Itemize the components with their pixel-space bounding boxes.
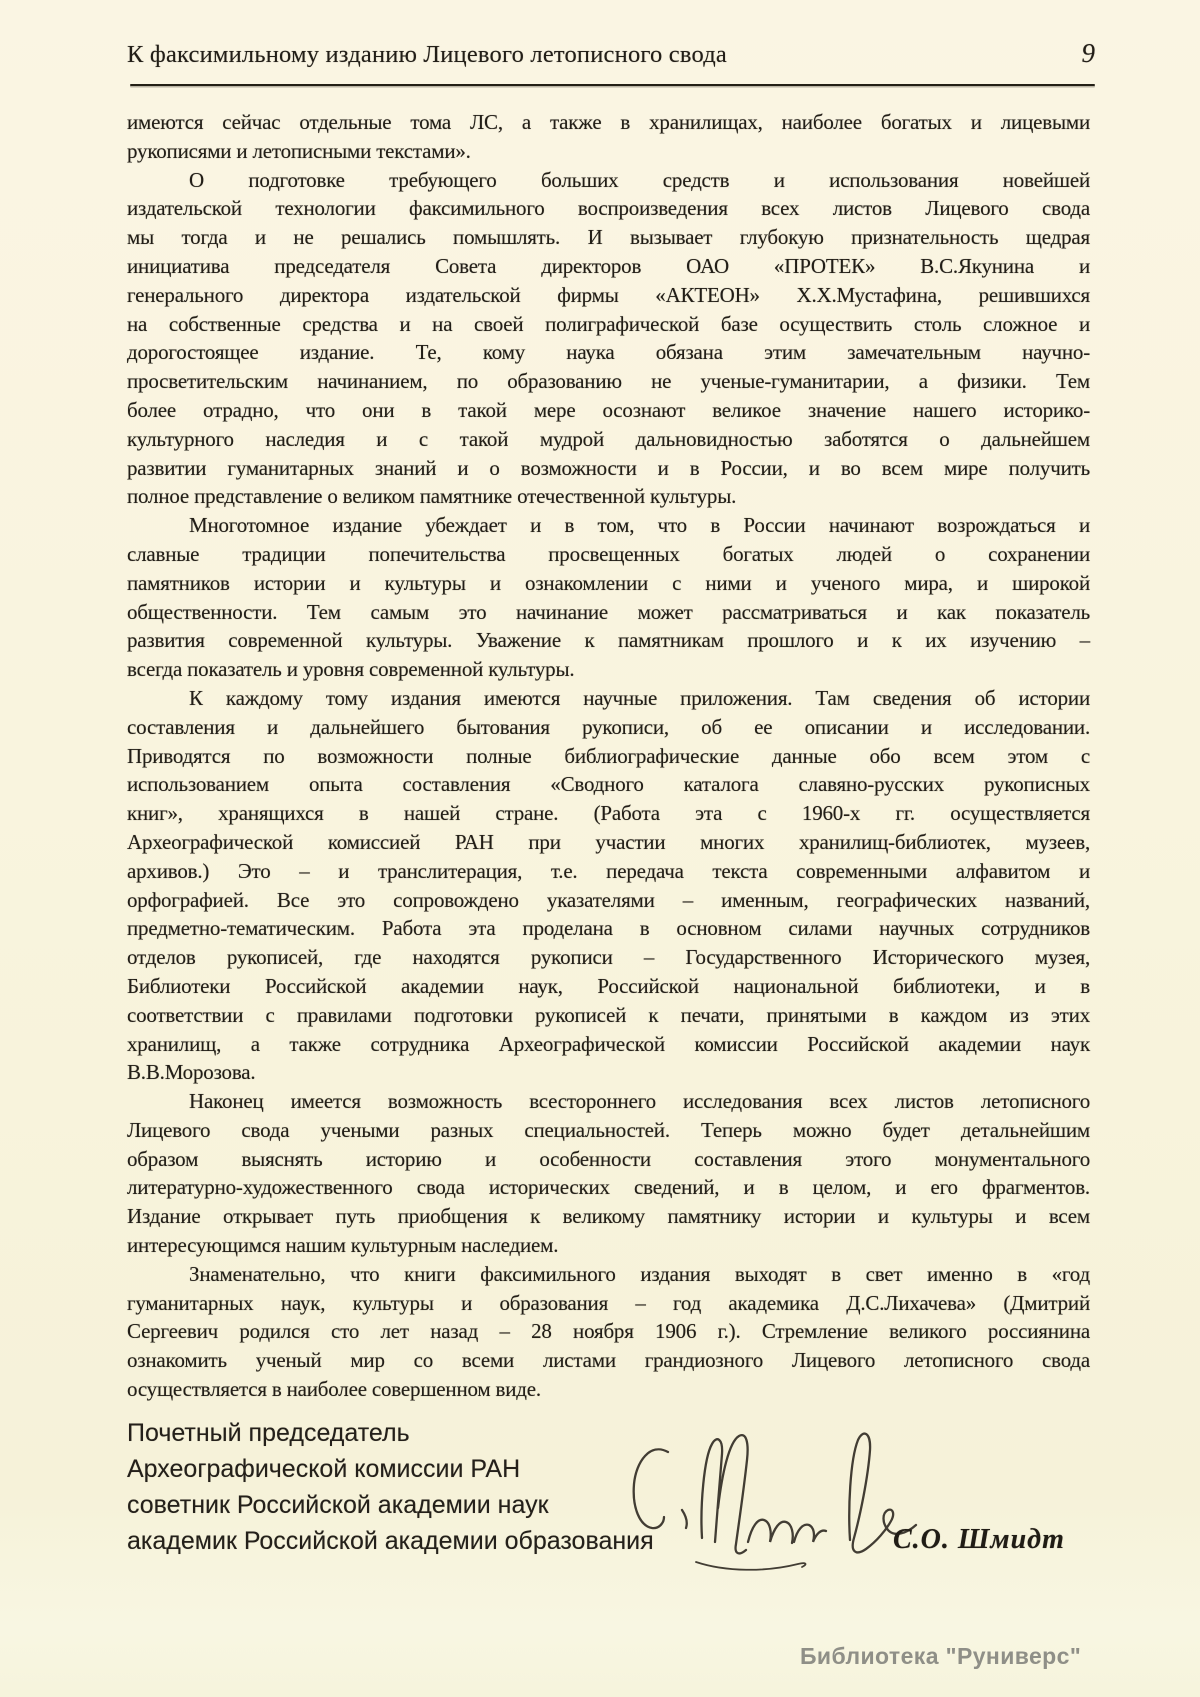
text-line: рукописями и летописными текстами».	[127, 138, 471, 163]
text-line: развития современной культуры. Уважение к памятникам прошлого и к их изучению –	[127, 628, 1090, 653]
text-line: дорогостоящее издание. Те, кому наука обязана этим замечательным научно-	[127, 340, 1090, 365]
library-watermark: Библиотека "Руниверс"	[800, 1643, 1082, 1669]
text-line: составления и дальнейшего бытования рукописи, об ее описании и исследовании.	[127, 714, 1090, 739]
text-line: использованием опыта составления «Сводного каталога славяно-русских рукописных	[127, 772, 1090, 797]
signee-name: С.О. Шмидт	[893, 1524, 1065, 1555]
text-line: соответствии с правилами подготовки рукописей к печати, принятыми в каждом из этих	[127, 1002, 1090, 1027]
text-line: книг», хранящихся в нашей стране. (Работа эта с 1960-х гг. осуществляется	[127, 801, 1090, 826]
text-line: развитии гуманитарных знаний и о возможности и в России, и во всем мире получить	[127, 455, 1090, 480]
text-line: ознакомить ученый мир со всеми листами грандиозного Лицевого летописного свода	[127, 1348, 1090, 1373]
paragraph	[127, 1260, 1090, 1404]
text-line: мы тогда и не решались помышлять. И вызывает глубокую признательность щедрая	[127, 225, 1090, 250]
signature-block-line: Археографической комиссии РАН	[127, 1455, 521, 1483]
text-line: предметно-тематическим. Работа эта проделана в основном силами научных сотрудников	[127, 916, 1090, 941]
text-line: Приводятся по возможности полные библиографические данные обо всем этом с	[127, 743, 1090, 768]
running-title: К факсимильному изданию Лицевого летописного свода	[127, 41, 727, 68]
paragraph	[127, 511, 1090, 684]
paragraph	[127, 684, 1090, 1087]
text-line: Археографической комиссией РАН при участии многих хранилищ-библиотек, музеев,	[127, 829, 1090, 854]
text-line: Многотомное издание убеждает и в том, что в России начинают возрождаться и	[189, 513, 1090, 538]
page-header	[127, 38, 1095, 69]
text-line: отделов рукописей, где находятся рукописи – Государственного Исторического музея,	[127, 945, 1090, 970]
text-line: просветительским начинанием, по образованию не ученые-гуманитарии, а физики. Тем	[127, 369, 1090, 394]
paragraph	[127, 166, 1090, 512]
document-body	[127, 108, 1090, 1404]
text-line: памятников истории и культуры и ознакомлении с ними и ученого мира, и широкой	[127, 570, 1090, 595]
signature-block-line: советник Российской академии наук	[127, 1491, 549, 1519]
text-line: более отрадно, что они в такой мере осознают великое значение нашего историко-	[127, 397, 1090, 422]
text-line: О подготовке требующего больших средств и использования новейшей	[189, 167, 1090, 192]
paragraph	[127, 108, 1090, 166]
text-line: общественности. Тем самым это начинание может рассматриваться и как показатель	[127, 599, 1090, 624]
text-line: хранилищ, а также сотрудника Археографической комиссии Российской академии наук	[127, 1031, 1090, 1056]
text-line: культурного наследия и с такой мудрой дальновидностью заботятся о дальнейшем	[127, 426, 1090, 451]
text-line: осуществляется в наиболее совершенном виде.	[127, 1377, 541, 1402]
text-line: славные традиции попечительства просвещенных богатых людей о сохранении	[127, 541, 1090, 566]
text-line: архивов.) Это – и транслитерация, т.е. передача текста современными алфавитом и	[127, 858, 1090, 883]
signature-block-line: Почетный председатель	[127, 1419, 410, 1447]
text-line: инициатива председателя Совета директоров ОАО «ПРОТЕК» В.С.Якунина и	[127, 253, 1090, 278]
page-number: 9	[1081, 38, 1095, 68]
handwritten-signature	[598, 1422, 938, 1582]
text-line: Знаменательно, что книги факсимильного издания выходят в свет именно в «год	[189, 1261, 1090, 1286]
text-line: литературно-художественного свода исторических сведений, и в целом, и его фрагментов.	[127, 1175, 1090, 1200]
text-line: Лицевого свода учеными разных специальностей. Теперь можно будет детальнейшим	[127, 1117, 1090, 1142]
text-line: В.В.Морозова.	[127, 1060, 256, 1085]
text-line: образом выяснять историю и особенности составления этого монументального	[127, 1146, 1090, 1171]
text-line: гуманитарных наук, культуры и образования – год академика Д.С.Лихачева» (Дмитрий	[127, 1290, 1090, 1315]
text-line: издательской технологии факсимильного воспроизведения всех листов Лицевого свода	[127, 196, 1090, 221]
text-line: всегда показатель и уровня современной культуры.	[127, 657, 575, 682]
header-rule	[130, 84, 1095, 86]
signature-block-line: академик Российской академии образования	[127, 1527, 654, 1555]
text-line: Библиотеки Российской академии наук, Российской национальной библиотеки, и в	[127, 973, 1090, 998]
text-line: на собственные средства и на своей полиграфической базе осуществить столь сложное и	[127, 311, 1090, 336]
text-line: орфографией. Все это сопровождено указателями – именным, географических названий,	[127, 887, 1090, 912]
text-line: полное представление о великом памятнике отечественной культуры.	[127, 484, 737, 509]
text-line: имеются сейчас отдельные тома ЛС, а также в хранилищах, наиболее богатых и лицевыми	[127, 110, 1090, 134]
text-line: генерального директора издательской фирмы «АКТЕОН» Х.Х.Мустафина, решившихся	[127, 282, 1090, 307]
text-line: К каждому тому издания имеются научные приложения. Там сведения об истории	[189, 685, 1090, 710]
text-line: интересующимся нашим культурным наследием.	[127, 1233, 559, 1258]
text-line: Наконец имеется возможность всестороннего исследования всех листов летописного	[189, 1089, 1090, 1114]
paragraph	[127, 1087, 1090, 1260]
text-line: Издание открывает путь приобщения к великому памятнику истории и культуры и всем	[127, 1204, 1090, 1229]
text-line: Сергеевич родился сто лет назад – 28 ноября 1906 г.). Стремление великого россиянина	[127, 1319, 1090, 1344]
